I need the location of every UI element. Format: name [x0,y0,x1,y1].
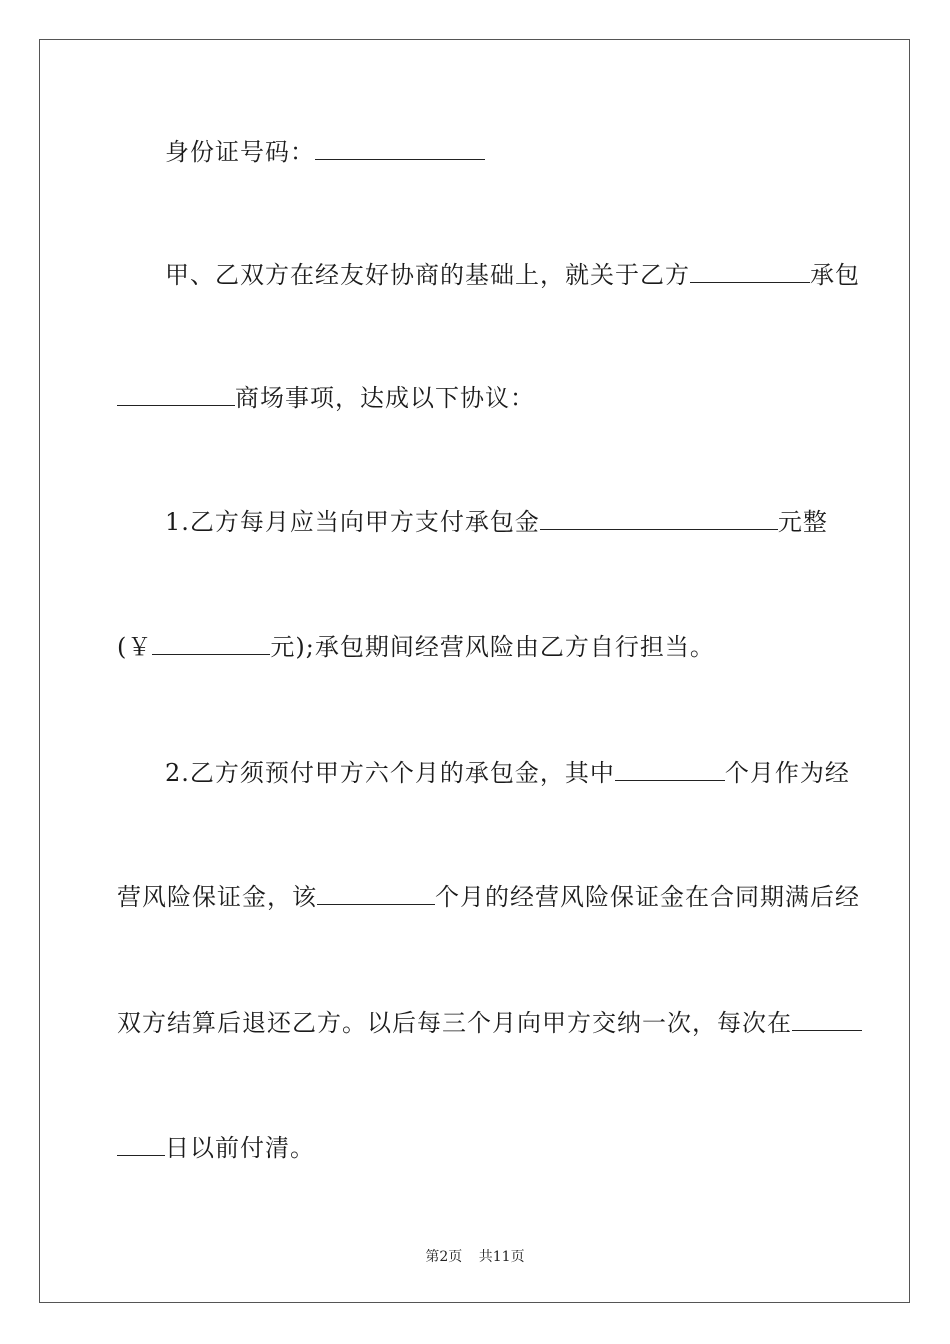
paragraph-3-text-3: 双方结算后退还乙方。以后每三个月向甲方交纳一次，每次在 [117,1009,792,1037]
paragraph-3-line-4 [117,1133,837,1163]
paragraph-2-line-2 [117,632,837,662]
paragraph-2-text-1: 1.乙方每月应当向甲方支付承包金 [165,508,540,536]
paragraph-2-text-1-end: 元整 [777,508,828,536]
page-frame [39,39,910,1303]
id-number-label: 身份证号码： [165,138,315,166]
id-number-line [165,137,885,167]
paragraph-2-text-2: 元);承包期间经营风险由乙方自行担当。 [270,633,715,661]
paragraph-3-text-2-start: 营风险保证金，该 [117,883,317,911]
blank-party-b [690,262,810,283]
paragraph-3-line-1 [165,758,885,788]
blank-months-deposit [615,760,725,781]
total-pages: 共11页 [478,1249,525,1265]
page-number: 第2页 [425,1249,463,1265]
paragraph-3-line-2 [117,882,860,912]
paragraph-1-text-1-end: 承包 [810,261,860,289]
paragraph-3-text-1: 2.乙方须预付甲方六个月的承包金，其中 [165,759,615,787]
paragraph-3-text-1-end: 个月作为经 [724,759,850,787]
blank-months-deposit-2 [317,884,435,905]
paragraph-1-line-2 [117,383,837,413]
paragraph-3-text-2: 个月的经营风险保证金在合同期满后经 [435,883,860,911]
blank-amount-figure [152,634,270,655]
blank-payment-day-cont [117,1135,165,1156]
paragraph-3-line-3 [117,1008,837,1038]
blank-mall-name [117,385,235,406]
paragraph-1-line-1 [165,260,885,290]
paragraph-3-text-4: 日以前付清。 [165,1134,315,1162]
blank-contract-amount [540,509,778,530]
id-number-blank [315,139,485,160]
paragraph-2-text-2-start: (￥ [117,633,153,661]
paragraph-1-text-2: 商场事项，达成以下协议： [235,384,535,412]
paragraph-2-line-1 [165,507,885,537]
paragraph-1-text-1: 甲、乙双方在经友好协商的基础上，就关于乙方 [165,261,690,289]
blank-payment-day [792,1010,862,1031]
page-footer [0,1246,950,1266]
